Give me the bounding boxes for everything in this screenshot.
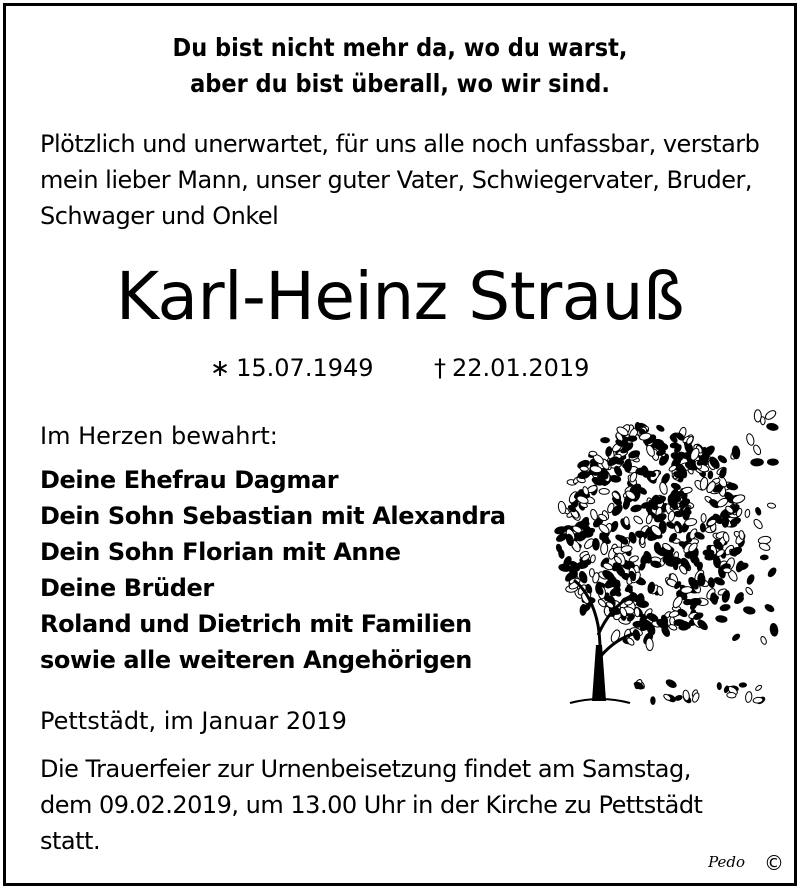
mourner-line: sowie alle weiteren Angehörigen [40, 646, 472, 674]
mourner-line: Deine Ehefrau Dagmar [40, 466, 339, 494]
ceremony-text [40, 751, 702, 859]
leaf [659, 482, 669, 496]
motto [0, 30, 800, 102]
leaf [589, 451, 597, 456]
leaf [724, 685, 730, 693]
leaf [681, 586, 693, 593]
leaf [697, 573, 705, 586]
leaf [752, 444, 762, 456]
leaf [558, 549, 565, 559]
tree-leaves [554, 409, 779, 705]
mourner-line: Roland und Dietrich mit Familien [40, 610, 472, 638]
birth-star-icon: ∗ [210, 354, 231, 382]
leaf [743, 606, 756, 615]
leaf [674, 695, 682, 702]
motto-line-2: aber du bist überall, wo wir sind. [190, 69, 610, 98]
mourner-line: Deine Brüder [40, 574, 214, 602]
leaf [745, 433, 755, 446]
leaf [717, 682, 721, 689]
leaf [630, 504, 642, 513]
leaf [766, 423, 778, 432]
ceremony-line-2: dem 09.02.2019, um 13.00 Uhr in der Kirche zu Pettstädt [40, 791, 703, 819]
leaf [745, 691, 753, 703]
leaf [670, 443, 679, 449]
intro-line-3: Schwager und Onkel [40, 202, 279, 230]
leaf [602, 562, 613, 571]
leaf [683, 599, 692, 605]
leaf [727, 692, 737, 698]
leaf [646, 638, 654, 651]
leaf [601, 438, 610, 443]
copyright-icon: © [764, 851, 784, 875]
leaf [760, 636, 768, 645]
leaf [764, 603, 775, 613]
mourners-heading: Im Herzen bewahrt: [40, 422, 278, 450]
deceased-name: Karl-Heinz Strauß [115, 258, 685, 335]
intro-line-2: mein lieber Mann, unser guter Vater, Schwiegervater, Bruder, [40, 166, 753, 194]
death-date-value: 22.01.2019 [452, 354, 590, 382]
leaf [636, 600, 648, 608]
ceremony-line-1: Die Trauerfeier zur Urnenbeisetzung findet am Samstag, [40, 755, 691, 783]
leaf [745, 509, 751, 518]
leaf [640, 536, 645, 545]
leaf [764, 409, 777, 421]
leaf [751, 458, 764, 466]
intro-text [40, 126, 770, 234]
artist-signature: Pedo [708, 853, 745, 871]
leaf [580, 466, 589, 472]
leaf [628, 449, 641, 459]
wind-blown-tree-icon [540, 395, 780, 715]
leaf [733, 595, 744, 605]
leaf [636, 468, 648, 475]
leaf [731, 633, 740, 642]
leaf [720, 604, 731, 612]
leaf [752, 518, 763, 530]
leaf [701, 514, 706, 523]
leaf [600, 542, 607, 554]
leaf [753, 697, 763, 704]
leaf [746, 574, 755, 586]
leaf [599, 488, 609, 494]
mourners-list [40, 462, 506, 678]
leaf [723, 568, 731, 573]
leaf [651, 697, 656, 705]
leaf [767, 502, 776, 508]
leaf [767, 567, 778, 578]
leaf [760, 555, 768, 560]
place-date: Pettstädt, im Januar 2019 [40, 707, 347, 735]
leaf [769, 623, 778, 637]
leaf [677, 608, 689, 618]
leaf [580, 520, 590, 526]
birth-date [210, 350, 374, 386]
leaf [557, 501, 567, 515]
leaf [767, 459, 778, 465]
ceremony-line-3: statt. [40, 827, 101, 855]
leaf [589, 509, 598, 521]
leaf [589, 569, 594, 577]
leaf [758, 542, 771, 552]
leaf [674, 511, 684, 517]
leaf [708, 471, 713, 479]
leaf [665, 678, 677, 689]
leaf [656, 424, 665, 432]
leaf [722, 516, 729, 528]
death-date [434, 350, 589, 386]
birth-date-value: 15.07.1949 [236, 354, 374, 382]
leaf [703, 550, 714, 556]
leaf [735, 560, 745, 572]
leaf [645, 514, 653, 525]
mourner-line: Dein Sohn Florian mit Anne [40, 538, 401, 566]
mourner-line: Dein Sohn Sebastian mit Alexandra [40, 502, 506, 530]
leaf [715, 615, 727, 623]
intro-line-1: Plötzlich und unerwartet, für uns alle noch unfassbar, verstarb [40, 130, 760, 158]
leaf [730, 517, 742, 527]
leaf [760, 417, 765, 425]
leaf [635, 422, 641, 431]
leaf [576, 561, 588, 569]
leaf [755, 684, 763, 691]
leaf [580, 604, 587, 615]
leaf [700, 523, 706, 532]
leaf [713, 556, 721, 568]
motto-line-1: Du bist nicht mehr da, wo du warst, [172, 33, 628, 62]
leaf [745, 586, 754, 595]
leaf [710, 592, 718, 604]
leaf [577, 470, 590, 479]
leaf [632, 515, 643, 526]
leaf [739, 683, 746, 687]
leaf [592, 538, 599, 550]
leaf [627, 436, 637, 442]
leaf [622, 463, 631, 468]
leaf [755, 507, 762, 516]
death-cross-icon: † [434, 354, 446, 382]
